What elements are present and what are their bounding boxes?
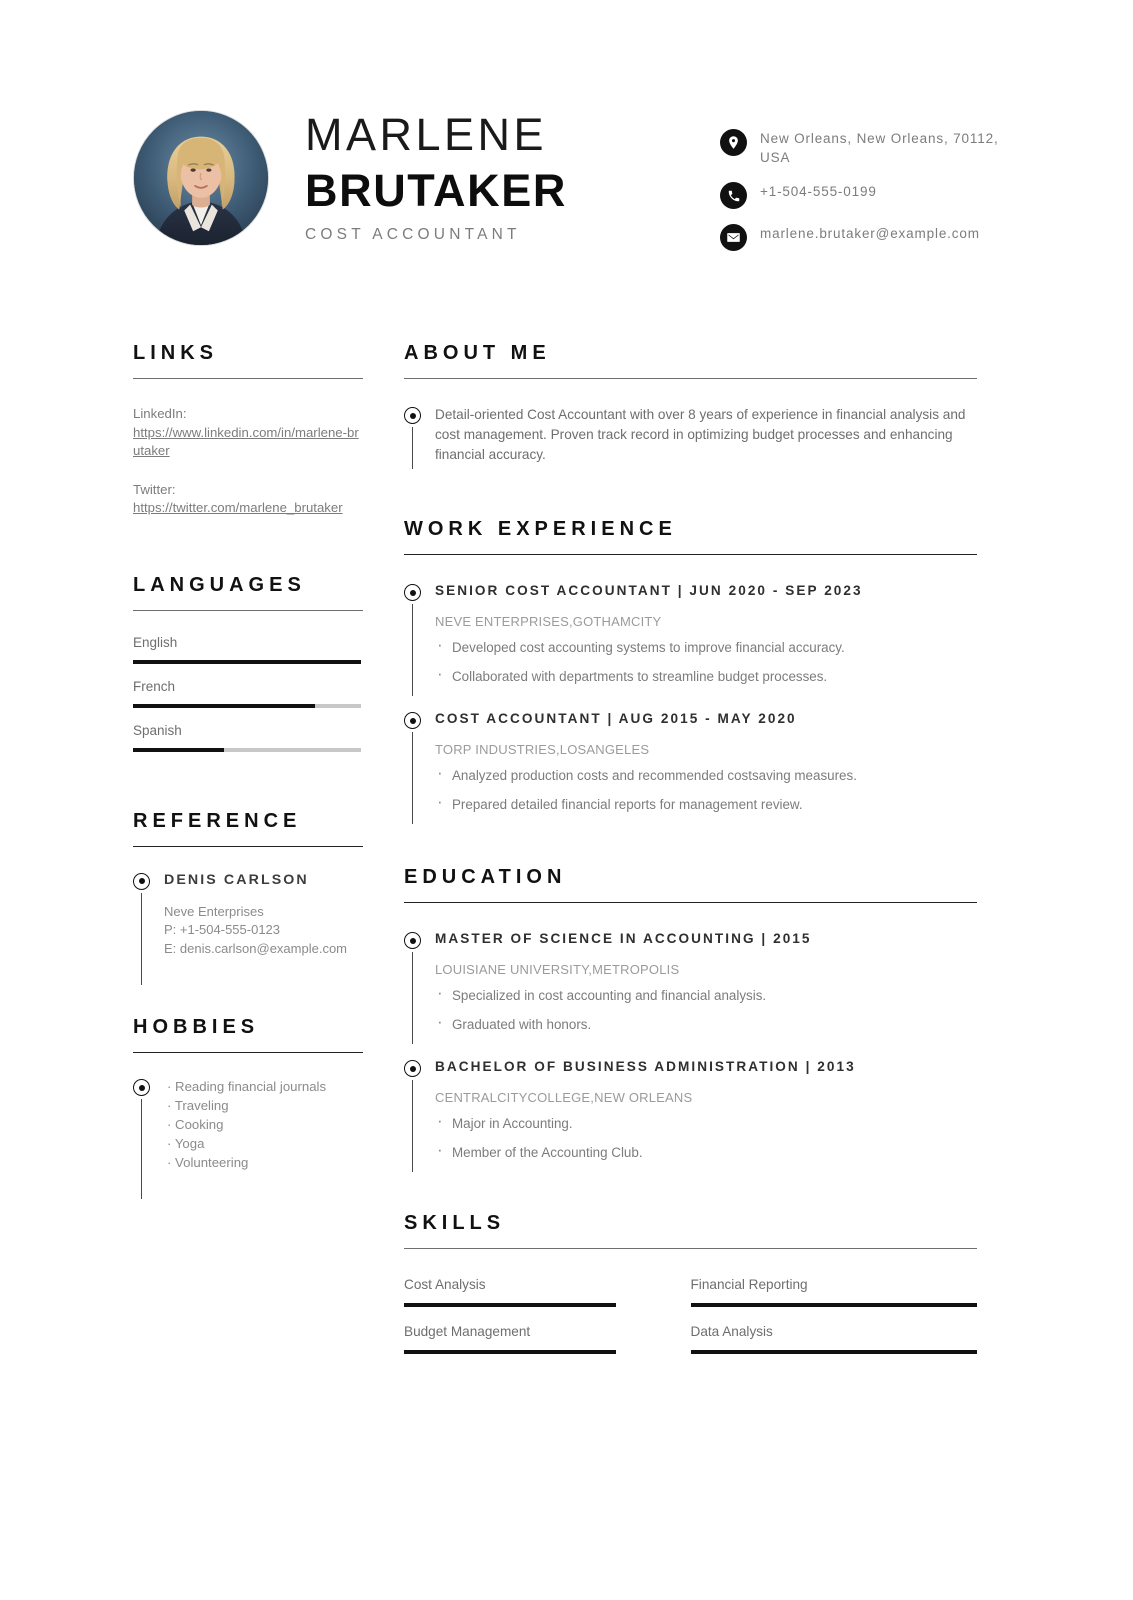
language-row bbox=[133, 721, 363, 752]
skill-level-track bbox=[691, 1303, 978, 1307]
avatar bbox=[133, 110, 269, 246]
link-item[interactable] bbox=[133, 481, 363, 518]
language-level-track bbox=[133, 748, 361, 752]
language-name-spanish: Spanish bbox=[133, 722, 182, 738]
timeline-dot-icon bbox=[404, 932, 421, 949]
link-url-linkedin[interactable]: https://www.linkedin.com/in/marlene-brutaker bbox=[133, 424, 359, 458]
reference-company: Neve Enterprises bbox=[164, 903, 264, 919]
language-name-english: English bbox=[133, 634, 178, 650]
hobby-item: · Traveling bbox=[167, 1098, 229, 1113]
work-entry-org: TORP INDUSTRIES,LOSANGELES bbox=[435, 742, 650, 757]
skill-level-track bbox=[404, 1303, 616, 1307]
language-row bbox=[133, 633, 363, 664]
work-title: WORK EXPERIENCE bbox=[404, 518, 677, 540]
skill-level-fill bbox=[691, 1350, 978, 1354]
education-entry-bullet: · Member of the Accounting Club. bbox=[435, 1143, 977, 1162]
skill-name: Financial Reporting bbox=[690, 1277, 808, 1292]
skill-name: Budget Management bbox=[404, 1324, 531, 1339]
link-label-linkedin: LinkedIn: bbox=[133, 406, 187, 421]
language-name-french: French bbox=[133, 678, 176, 694]
work-divider bbox=[404, 554, 977, 555]
languages-title: LANGUAGES bbox=[133, 573, 306, 596]
education-entry-org: CENTRALCITYCOLLEGE,NEW ORLEANS bbox=[435, 1090, 693, 1105]
phone-icon bbox=[720, 182, 747, 209]
hobby-item: · Yoga bbox=[167, 1136, 205, 1151]
skill-item bbox=[691, 1275, 978, 1307]
main-column bbox=[404, 340, 977, 1369]
skill-level-track bbox=[404, 1350, 616, 1354]
skill-level-fill bbox=[404, 1350, 616, 1354]
education-divider bbox=[404, 902, 977, 903]
reference-phone: P: +1-504-555-0123 bbox=[164, 922, 281, 937]
hobbies-section bbox=[133, 1014, 363, 1172]
skill-level-fill bbox=[404, 1303, 616, 1307]
skill-item bbox=[691, 1322, 978, 1354]
skills-divider bbox=[404, 1248, 977, 1249]
skill-name: Data Analysis bbox=[690, 1324, 773, 1339]
language-level-track bbox=[133, 660, 361, 664]
work-entry bbox=[404, 582, 977, 686]
education-entry bbox=[404, 930, 977, 1034]
timeline-line bbox=[141, 1099, 142, 1199]
education-entry-bullet: · Specialized in cost accounting and financial analysis. bbox=[435, 986, 977, 1005]
reference-section bbox=[133, 808, 363, 959]
timeline-dot-icon bbox=[404, 712, 421, 729]
work-entry-bullet: · Analyzed production costs and recommended costsaving measures. bbox=[435, 766, 977, 785]
education-entry-org: LOUISIANE UNIVERSITY,METROPOLIS bbox=[435, 962, 680, 977]
about-divider bbox=[404, 378, 977, 379]
education-entry-heading: BACHELOR OF BUSINESS ADMINISTRATION | 2013 bbox=[435, 1059, 856, 1074]
work-entry-bullet: · Developed cost accounting systems to improve financial accuracy. bbox=[435, 638, 977, 657]
location-pin-icon bbox=[720, 129, 747, 156]
timeline-line bbox=[141, 893, 142, 985]
profile-photo-illustration bbox=[134, 111, 268, 245]
work-experience-section bbox=[404, 516, 977, 814]
contact-email-row bbox=[720, 223, 1010, 251]
link-label-twitter: Twitter: bbox=[133, 481, 176, 497]
name-block bbox=[305, 108, 567, 244]
timeline-dot-icon bbox=[133, 873, 150, 890]
first-name: MARLENE bbox=[305, 109, 548, 160]
contact-address: New Orleans, New Orleans, 70112, USA bbox=[760, 131, 999, 165]
languages-section bbox=[133, 572, 363, 752]
timeline-line bbox=[412, 1080, 413, 1172]
job-title: COST ACCOUNTANT bbox=[305, 226, 521, 243]
about-title: ABOUT ME bbox=[404, 342, 551, 364]
language-level-fill bbox=[133, 660, 361, 664]
timeline-line bbox=[412, 427, 413, 469]
links-title: LINKS bbox=[133, 342, 218, 364]
skill-level-fill bbox=[691, 1303, 978, 1307]
skill-item bbox=[404, 1275, 691, 1307]
contact-address-row bbox=[720, 128, 1010, 167]
link-item[interactable] bbox=[133, 405, 363, 461]
about-section bbox=[404, 340, 977, 465]
work-entry-bullet: · Collaborated with departments to streamline budget processes. bbox=[435, 667, 977, 686]
languages-divider bbox=[133, 610, 363, 611]
about-entry bbox=[404, 405, 977, 465]
hobbies-divider bbox=[133, 1052, 363, 1053]
reference-name: DENIS CARLSON bbox=[164, 871, 309, 888]
links-section bbox=[133, 340, 363, 518]
skills-section bbox=[404, 1210, 977, 1369]
education-entry-bullet: · Major in Accounting. bbox=[435, 1114, 977, 1133]
timeline-dot-icon bbox=[404, 407, 421, 424]
hobby-item: · Cooking bbox=[167, 1117, 224, 1132]
skill-level-track bbox=[691, 1350, 978, 1354]
contact-block bbox=[720, 128, 1010, 265]
education-title: EDUCATION bbox=[404, 866, 567, 888]
hobby-item: · Reading financial journals bbox=[167, 1079, 327, 1094]
work-entry-org: NEVE ENTERPRISES,GOTHAMCITY bbox=[435, 614, 662, 629]
timeline-line bbox=[412, 732, 413, 824]
reference-title: REFERENCE bbox=[133, 809, 302, 832]
skill-name: Cost Analysis bbox=[404, 1277, 486, 1292]
education-entry-heading: MASTER OF SCIENCE IN ACCOUNTING | 2015 bbox=[435, 931, 812, 946]
work-entry-bullet: · Prepared detailed financial reports for management review. bbox=[435, 795, 977, 814]
reference-email: E: denis.carlson@example.com bbox=[164, 940, 347, 956]
timeline-line bbox=[412, 952, 413, 1044]
link-url-twitter[interactable]: https://twitter.com/marlene_brutaker bbox=[133, 500, 343, 515]
work-entry-heading: COST ACCOUNTANT | AUG 2015 - MAY 2020 bbox=[435, 711, 797, 726]
education-entry bbox=[404, 1058, 977, 1162]
contact-phone-row bbox=[720, 181, 1010, 209]
timeline-line bbox=[412, 604, 413, 696]
skills-title: SKILLS bbox=[404, 1212, 506, 1234]
about-text: Detail-oriented Cost Accountant with over 8 years of experience in financial analysis and cost management. Proven track record in optimizing budget processes and enhancing financial accuracy. bbox=[435, 407, 966, 462]
hobby-item: · Volunteering bbox=[167, 1155, 249, 1170]
contact-email: marlene.brutaker@example.com bbox=[760, 226, 980, 241]
education-section bbox=[404, 864, 977, 1162]
sidebar-column bbox=[133, 340, 363, 1172]
education-entry-bullet: · Graduated with honors. bbox=[435, 1015, 977, 1034]
work-entry-heading: SENIOR COST ACCOUNTANT | JUN 2020 - SEP 2023 bbox=[435, 583, 863, 598]
skill-item bbox=[404, 1322, 691, 1354]
reference-divider bbox=[133, 846, 363, 847]
reference-entry bbox=[133, 871, 363, 959]
language-row bbox=[133, 677, 363, 708]
language-level-fill bbox=[133, 704, 315, 708]
resume-header bbox=[133, 108, 1003, 268]
links-divider bbox=[133, 378, 363, 379]
hobbies-title: HOBBIES bbox=[133, 1016, 260, 1038]
language-level-track bbox=[133, 704, 361, 708]
contact-phone: +1-504-555-0199 bbox=[760, 184, 877, 199]
language-level-fill bbox=[133, 748, 224, 752]
work-entry bbox=[404, 710, 977, 814]
hobbies-entry bbox=[133, 1077, 363, 1172]
timeline-dot-icon bbox=[404, 1060, 421, 1077]
envelope-icon bbox=[720, 224, 747, 251]
last-name: BRUTAKER bbox=[305, 165, 567, 216]
timeline-dot-icon bbox=[133, 1079, 150, 1096]
timeline-dot-icon bbox=[404, 584, 421, 601]
